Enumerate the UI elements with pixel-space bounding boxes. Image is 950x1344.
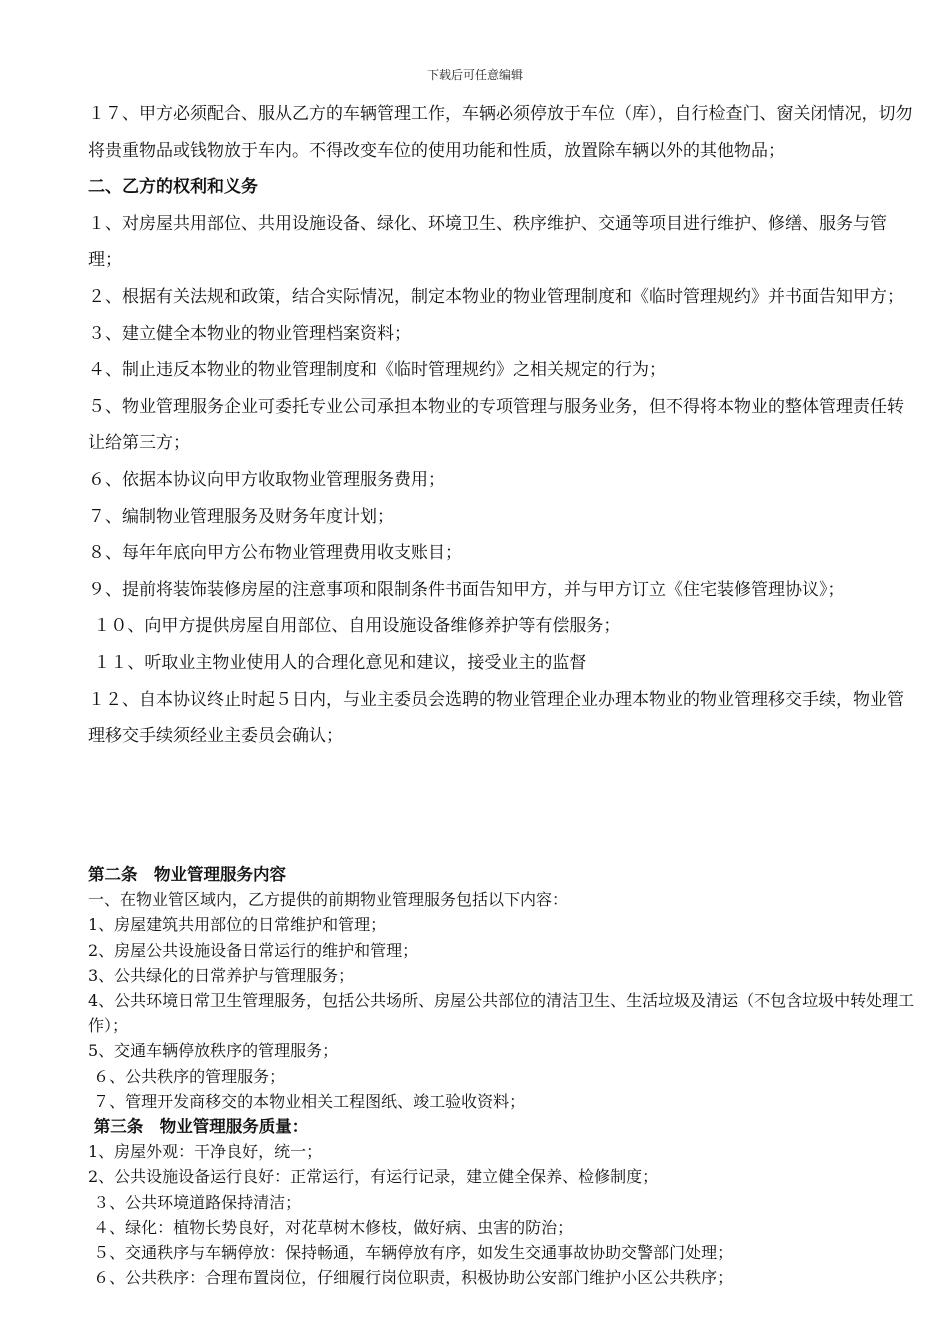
item-12: １２、自本协议终止时起５日内，与业主委员会选聘的物业管理企业办理本物业的物业管理移交手续，物业管理移交手续须经业主委员会确认； (88, 689, 904, 747)
content-item-7: ７、管理开发商移交的本物业相关工程图纸、竣工验收资料； (88, 1091, 526, 1111)
quality-item-6: ６、公共秩序：合理布置岗位，仔细履行岗位职责，积极协助公安部门维护小区公共秩序； (88, 1268, 734, 1288)
heading-article-3: 第三条 物业管理服务质量： (88, 1117, 309, 1137)
section-party-b-obligations (88, 96, 918, 755)
item-8: ８、每年年底向甲方公布物业管理费用收支账目； (88, 543, 462, 564)
item-7: ７、编制物业管理服务及财务年度计划； (88, 506, 394, 527)
item-2: ２、根据有关法规和政策，结合实际情况，制定本物业的物业管理制度和《临时管理规约》并书面告知甲方； (88, 286, 904, 307)
item-9: ９、提前将装饰装修房屋的注意事项和限制条件书面告知甲方，并与甲方订立《住宅装修管理协议》； (88, 579, 845, 600)
item-4: ４、制止违反本物业的物业管理制度和《临时管理规约》之相关规定的行为； (88, 360, 666, 381)
item-3: ３、建立健全本物业的物业管理档案资料； (88, 323, 411, 344)
content-item-3: 3、公共绿化的日常养护与管理服务； (88, 965, 355, 985)
quality-item-5: ５、交通秩序与车辆停放：保持畅通，车辆停放有序，如发生交通事故协助交警部门处理； (88, 1243, 734, 1263)
quality-item-2: 2、公共设施设备运行良好：正常运行，有运行记录，建立健全保养、检修制度； (88, 1167, 659, 1187)
heading-article-2: 第二条 物业管理服务内容 (88, 865, 286, 884)
content-item-4: 4、公共环境日常卫生管理服务，包括公共场所、房屋公共部位的清洁卫生、生活垃圾及清运（不包含垃圾中转处理工作）； (88, 991, 915, 1036)
section-service-content-quality (88, 862, 918, 1290)
content-item-5: 5、交通车辆停放秩序的管理服务； (88, 1041, 339, 1061)
item-10: １０、向甲方提供房屋自用部位、自用设施设备维修养护等有偿服务； (88, 616, 621, 637)
content-item-2: 2、房屋公共设施设备日常运行的维护和管理； (88, 940, 419, 960)
heading-party-b-rights: 二、乙方的权利和义务 (88, 177, 258, 198)
quality-item-1: 1、房屋外观：干净良好，统一； (88, 1142, 323, 1162)
quality-item-3: ３、公共环境道路保持清洁； (88, 1192, 302, 1212)
quality-item-4: ４、绿化：植物长势良好，对花草树木修枝，做好病、虫害的防治； (88, 1217, 574, 1237)
content-item-6: ６、公共秩序的管理服务； (88, 1066, 286, 1086)
item-11: １１、听取业主物业使用人的合理化意见和建议，接受业主的监督 (88, 652, 587, 673)
item-1: １、对房屋共用部位、共用设施设备、绿化、环境卫生、秩序维护、交通等项目进行维护、修缮、服务与管理； (88, 213, 887, 271)
content-intro: 一、在物业管区域内，乙方提供的前期物业管理服务包括以下内容： (88, 890, 569, 910)
item-6: ６、依据本协议向甲方收取物业管理服务费用； (88, 469, 445, 490)
page-header-note: 下载后可任意编辑 (426, 68, 523, 82)
clause-17: １７、甲方必须配合、服从乙方的车辆管理工作，车辆必须停放于车位（库），自行检查门、窗关闭情况，切勿将贵重物品或钱物放于车内。不得改变车位的使用功能和性质，放置除车辆以外的其他物品； (88, 104, 913, 161)
item-5: ５、物业管理服务企业可委托专业公司承担本物业的专项管理与服务业务，但不得将本物业的整体管理责任转让给第三方； (88, 396, 904, 454)
content-item-1: 1、房屋建筑共用部位的日常维护和管理； (88, 915, 387, 935)
